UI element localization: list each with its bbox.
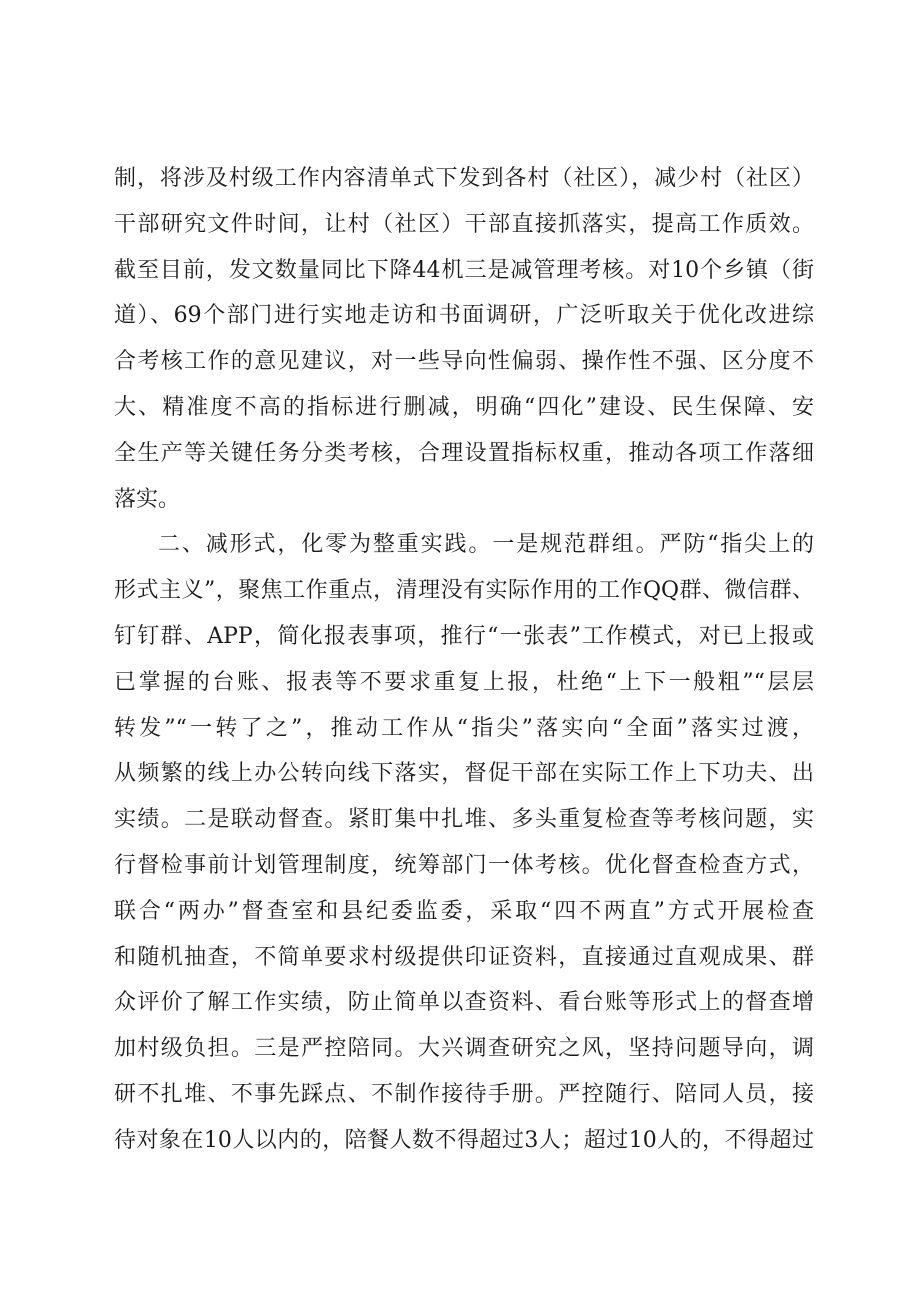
text-line: 截至目前，发文数量同比下降44机三是减管理考核。对10个乡镇（街 bbox=[114, 257, 814, 283]
text-line: 从频繁的线上办公转向线下落实，督促干部在实际工作上下功夫、出 bbox=[114, 761, 814, 787]
text-line: 实绩。二是联动督查。紧盯集中扎堆、多头重复检查等考核问题，实 bbox=[114, 807, 814, 833]
text-line: 制，将涉及村级工作内容清单式下发到各村（社区），减少村（社区） bbox=[114, 166, 814, 191]
text-line: 众评价了解工作实绩，防止简单以查资料、看台账等形式上的督查增 bbox=[114, 990, 814, 1016]
text-line: 全生产等关键任务分类考核，合理设置指标权重，推动各项工作落细 bbox=[114, 440, 814, 466]
text-line: 研不扎堆、不事先踩点、不制作接待手册。严控随行、陪同人员，接 bbox=[114, 1081, 814, 1107]
text-line: 转发”“一转了之”，推动工作从“指尖”落实向“全面”落实过渡， bbox=[114, 715, 814, 741]
paragraph-2 bbox=[114, 522, 814, 1163]
text-line: 加村级负担。三是严控陪同。大兴调查研究之风，坚持问题导向，调 bbox=[114, 1036, 814, 1062]
text-line: 落实。 bbox=[114, 486, 181, 512]
text-line: 道）、69个部门进行实地走访和书面调研，广泛听取关于优化改进综 bbox=[114, 303, 814, 329]
text-line: 二、减形式，化零为整重实践。一是规范群组。严防“指尖上的 bbox=[158, 532, 814, 558]
text-line: 已掌握的台账、报表等不要求重复上报，杜绝“上下一般粗”“层层 bbox=[114, 669, 814, 695]
document-body bbox=[114, 156, 814, 1164]
text-line: 大、精准度不高的指标进行删减，明确“四化”建设、民生保障、安 bbox=[114, 394, 814, 420]
text-line: 待对象在10人以内的，陪餐人数不得超过3人；超过10人的，不得超过 bbox=[114, 1127, 814, 1153]
text-line: 联合“两办”督查室和县纪委监委，采取“四不两直”方式开展检查 bbox=[114, 898, 814, 924]
text-line: 合考核工作的意见建议，对一些导向性偏弱、操作性不强、区分度不 bbox=[114, 349, 814, 375]
text-line: 行督检事前计划管理制度，统筹部门一体考核。优化督查检查方式， bbox=[114, 852, 814, 878]
text-line: 和随机抽查，不简单要求村级提供印证资料，直接通过直观成果、群 bbox=[114, 944, 814, 970]
text-line: 干部研究文件时间，让村（社区）干部直接抓落实，提高工作质效。 bbox=[114, 211, 814, 237]
text-line: 钉钉群、APP，简化报表事项，推行“一张表”工作模式，对已上报或 bbox=[114, 623, 814, 649]
text-line: 形式主义”，聚焦工作重点，清理没有实际作用的工作QQ群、微信群、 bbox=[114, 578, 814, 604]
paragraph-1 bbox=[114, 156, 814, 522]
